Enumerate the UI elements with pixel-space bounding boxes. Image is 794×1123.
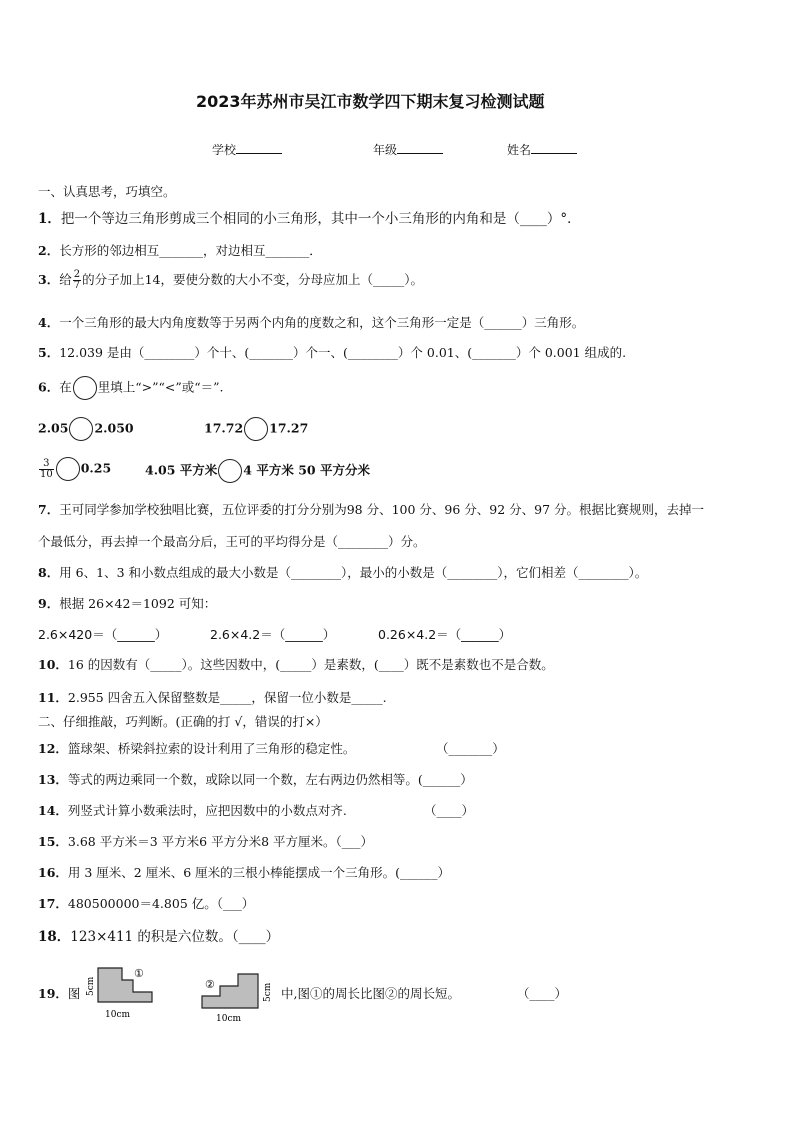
answer-blank[interactable]: （____） <box>424 803 475 818</box>
fig1-width-text: 10cm <box>105 1010 131 1020</box>
answer-blank[interactable]: （____） <box>517 986 568 1001</box>
question-number: 12． <box>38 741 68 756</box>
school-field[interactable] <box>212 141 282 158</box>
compare-right: 2.050 <box>94 420 134 436</box>
fraction-denominator: 10 <box>40 468 53 480</box>
question-number: 19． <box>38 986 68 1001</box>
figure-1-shape <box>98 968 152 1002</box>
question-6 <box>38 376 223 400</box>
question-number: 4． <box>38 315 60 330</box>
fig2-height-text: 5cm <box>263 982 273 1002</box>
compare-right: 0.25 <box>80 460 112 476</box>
answer-circle-icon <box>73 376 97 400</box>
question-16 <box>38 863 450 881</box>
question-7-cont: 个最低分，再去掉一个最高分后，王可的平均得分是（________）分。 <box>38 534 426 549</box>
compare-circle[interactable] <box>218 459 242 483</box>
question-17 <box>38 894 254 912</box>
question-text: 等式的两边乘同一个数，或除以同一个数，左右两边仍然相等。(______） <box>67 772 473 787</box>
question-number: 2． <box>38 243 60 258</box>
question-text-post: 的分子加上14，要使分数的大小不变，分母应加上（_____）。 <box>82 272 424 287</box>
question-number: 6． <box>38 379 60 395</box>
answer-blank[interactable]: （_______） <box>436 741 505 756</box>
fraction-numerator: 2 <box>73 269 81 280</box>
question-text: 长方形的邻边相互_______，对边相互_______． <box>59 243 322 258</box>
section-heading: 一、认真思考，巧填空。 <box>38 184 176 199</box>
figure-1 <box>80 962 160 1022</box>
name-blank[interactable] <box>531 141 577 154</box>
compare-left: 17.72 <box>204 420 244 436</box>
question-text: 3.68 平方米＝3 平方米6 平方分米8 平方厘米。（___） <box>67 834 373 849</box>
question-text: 把一个等边三角形剪成三个相同的小三角形，其中一个小三角形的内角和是（____）°． <box>60 211 581 227</box>
compare-row-2b <box>145 459 370 483</box>
question-9-part-b: 2.6×4.2＝（______） <box>210 627 336 642</box>
compare-circle[interactable] <box>56 457 80 481</box>
question-13 <box>38 770 473 788</box>
question-18 <box>38 925 279 945</box>
question-text-pre: 给 <box>59 272 72 287</box>
question-15 <box>38 832 373 850</box>
question-text: 一个三角形的最大内角度数等于另两个内角的度数之和，这个三角形一定是（______）三角形。 <box>59 315 585 330</box>
fraction-denominator: 7 <box>73 280 81 291</box>
fraction-numerator: 3 <box>39 459 54 470</box>
question-text: 篮球架、桥梁斜拉索的设计利用了三角形的稳定性。 <box>67 741 356 756</box>
question-number: 13． <box>38 772 68 787</box>
name-field[interactable] <box>507 141 577 158</box>
question-19-text: 中,图①的周长比图②的周长短。 <box>281 986 460 1001</box>
fraction <box>73 270 81 291</box>
fig2-label: ② <box>205 978 215 991</box>
compare-circle[interactable] <box>69 417 93 441</box>
figure-2 <box>198 968 280 1028</box>
question-text: 根据 26×42＝1092 可知： <box>59 596 217 611</box>
compare-right: 4 平方米 50 平方分米 <box>243 462 370 478</box>
question-4 <box>38 313 584 331</box>
question-7 <box>38 500 704 518</box>
question-9 <box>38 594 216 612</box>
grade-label: 年级 <box>373 143 398 157</box>
compare-left: 4.05 平方米 <box>145 462 218 478</box>
question-3 <box>38 270 423 291</box>
question-text: 16 的因数有（_____）。这些因数中，(_____）是素数，(____）既不是素数也不是合数。 <box>67 657 554 672</box>
question-9-part-a: 2.6×420＝（______） <box>38 627 168 642</box>
question-14 <box>38 801 347 819</box>
question-12 <box>38 739 355 757</box>
question-8 <box>38 563 647 581</box>
compare-circle[interactable] <box>244 417 268 441</box>
question-number: 11． <box>38 690 68 705</box>
question-number: 5． <box>38 345 60 360</box>
question-number: 1． <box>38 211 61 227</box>
grade-blank[interactable] <box>397 141 443 154</box>
question-text: 2.955 四舍五入保留整数是_____，保留一位小数是_____. <box>67 690 387 705</box>
question-19 <box>38 984 80 1002</box>
question-text: 用 3 厘米、2 厘米、6 厘米的三根小棒能摆成一个三角形。(______） <box>67 865 451 880</box>
question-9-part-c: 0.26×4.2＝（______） <box>378 627 512 642</box>
question-number: 3． <box>38 272 60 287</box>
question-1 <box>38 207 581 227</box>
fraction <box>39 459 54 480</box>
school-blank[interactable] <box>236 141 282 154</box>
question-text: 480500000＝4.805 亿。（___） <box>67 896 255 911</box>
fig1-label: ① <box>134 967 144 980</box>
question-number: 15． <box>38 834 68 849</box>
question-number: 7． <box>38 502 60 517</box>
question-number: 8． <box>38 565 60 580</box>
question-number: 18． <box>38 929 71 945</box>
question-5 <box>38 343 626 361</box>
question-11 <box>38 688 387 706</box>
question-10 <box>38 655 554 673</box>
grade-field[interactable] <box>373 141 443 158</box>
compare-row-1b <box>204 417 308 441</box>
fig1-height-text: 5cm <box>86 976 96 996</box>
question-text: 123×411 的积是六位数。（____） <box>70 929 280 945</box>
question-number: 10． <box>38 657 68 672</box>
section-heading: 二、仔细推敲，巧判断。(正确的打 √，错误的打×） <box>38 714 328 729</box>
question-text-pre: 在 <box>59 379 72 395</box>
question-number: 9． <box>38 596 60 611</box>
compare-row-1a <box>38 417 134 441</box>
school-label: 学校 <box>212 143 237 157</box>
question-text-post: 里填上“>”“<”或“＝”. <box>97 379 224 395</box>
question-number: 17． <box>38 896 68 911</box>
question-text-line1: 王可同学参加学校独唱比赛，五位评委的打分分别为98 分、100 分、96 分、92 分、97 分。根据比赛规则，去掉一 <box>59 502 705 517</box>
page-title: 2023年苏州市吴江市数学四下期末复习检测试题 <box>196 92 545 111</box>
name-label: 姓名 <box>507 143 532 157</box>
question-text-pre: 图 <box>67 986 81 1001</box>
compare-row-2a <box>38 457 111 481</box>
fig2-width-text: 10cm <box>216 1014 242 1024</box>
question-number: 16． <box>38 865 68 880</box>
question-2 <box>38 241 322 259</box>
question-number: 14． <box>38 803 68 818</box>
question-text: 12.039 是由（________）个十、(_______）个一、(________）个 0.01、(_______）个 0.001 组成的. <box>59 345 627 360</box>
question-text: 用 6、1、3 和小数点组成的最大小数是（________），最小的小数是（________），它们相差（________）。 <box>59 565 648 580</box>
compare-left: 2.05 <box>38 420 69 436</box>
figure-1-height-label <box>86 976 96 996</box>
compare-right: 17.27 <box>269 420 309 436</box>
question-text: 列竖式计算小数乘法时，应把因数中的小数点对齐. <box>67 803 347 818</box>
